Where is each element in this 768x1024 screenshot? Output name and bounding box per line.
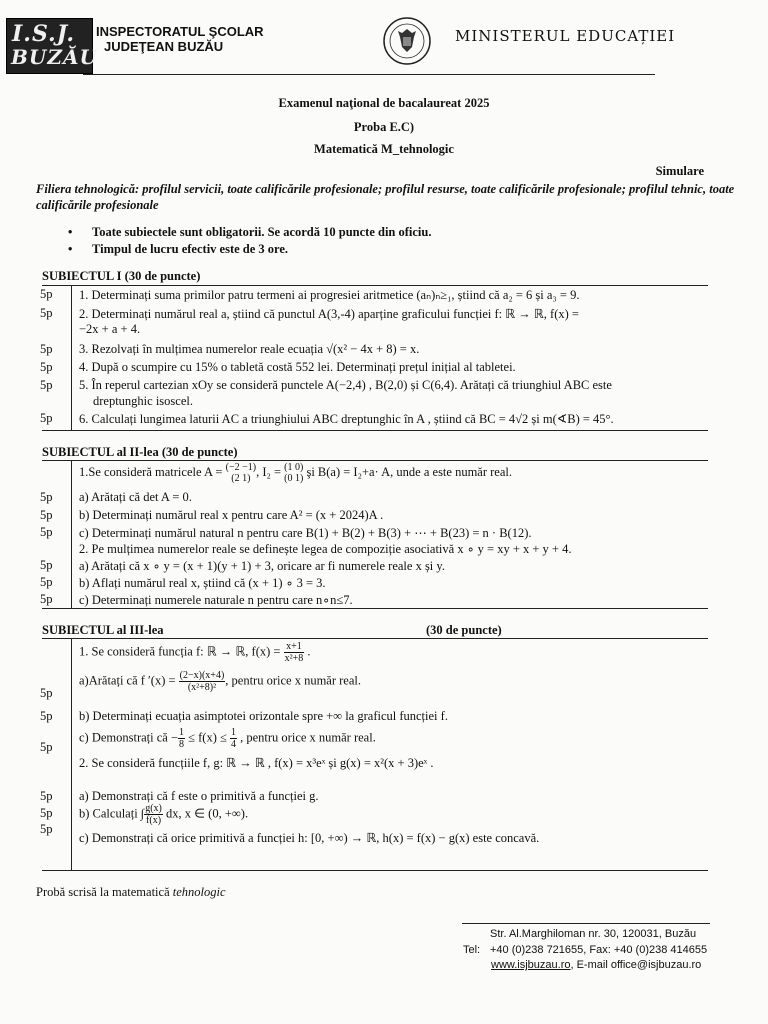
rules-list <box>68 224 431 258</box>
matrix-a: (−2 −1) (2 1) <box>225 462 257 484</box>
subject3-bottom-rule <box>42 870 708 871</box>
subject2-column-rule <box>71 460 72 608</box>
footer-contact: www.isjbuzau.ro, E-mail office@isjbuzau.ro <box>491 959 702 971</box>
header-divider <box>83 74 655 75</box>
subject2-item-2a: a) Arătați că x ∘ y = (x + 1)(y + 1) + 3, oricare ar fi numerele reale x și y. <box>79 559 445 573</box>
subject3-column-rule <box>71 638 72 870</box>
subject1-top-rule <box>42 285 708 286</box>
footer-phone: +40 (0)238 721655, Fax: +40 (0)238 414655 <box>490 944 708 956</box>
subject1-item-3: 3. Rezolvați în mulțimea numerelor reale ecuația √(x² − 4x + 8) = x. <box>79 342 420 356</box>
rule-item: • Timpul de lucru efectiv este de 3 ore. <box>68 241 431 258</box>
subject1-bottom-rule <box>42 430 708 431</box>
fraction: $\frac{x+1}{\text{x²+8}}$ <box>284 641 304 664</box>
footer-note: Probă scrisă la matematică tehnologic <box>36 885 226 899</box>
fraction: $\frac{1}{4}$ <box>231 727 236 750</box>
subject3-top-rule <box>42 638 708 639</box>
points-label: 5p <box>40 806 53 820</box>
subject2-item-2c: c) Determinați numerele naturale n pentru care n∘n≤7. <box>79 593 353 607</box>
subject1-column-rule <box>71 285 72 430</box>
subject3-item-1a: a)Arătați că f ′(x) = $\frac{(2-x)(x+4)}{\text{(x²+8)²}}$ , pentru orice x număr real. <box>79 670 361 693</box>
subject1-item-5-cont: dreptunghic isoscel. <box>93 394 193 408</box>
subject3-points-title: (30 de puncte) <box>426 623 502 637</box>
points-label: 5p <box>40 508 53 522</box>
footer-address: Str. Al.Marghiloman nr. 30, 120031, Buzău <box>490 928 697 940</box>
exam-proba: Proba E.C) <box>353 120 415 134</box>
subject1-item-5: 5. În reperul cartezian xOy se consideră punctele A(−2,4) , B(2,0) și C(6,4). Arătați că triunghiul ABC este <box>79 378 612 392</box>
subject2-title: SUBIECTUL al II-lea (30 de puncte) <box>42 445 238 459</box>
points-label: 5p <box>40 378 53 392</box>
subject2-item-1b: b) Determinați numărul real x pentru care A² = (x + 2024)A . <box>79 508 384 522</box>
subject3-item-2b: b) Calculați ∫ $\frac{g(x)}{f(x)}$ dx, x ∈ (0, +∞). <box>79 803 249 826</box>
points-label: 5p <box>40 558 53 572</box>
points-label: 5p <box>40 686 53 700</box>
points-label: 5p <box>40 592 53 606</box>
subject2-bottom-rule <box>42 608 708 609</box>
romania-coat-of-arms-icon <box>382 16 432 66</box>
rule-item: • Toate subiectele sunt obligatorii. Se acordă 10 puncte din oficiu. <box>68 224 431 241</box>
subject1-title: SUBIECTUL I (30 de puncte) <box>42 269 201 283</box>
subject2-item-1c: c) Determinați numărul natural n pentru care B(1) + B(2) + B(3) + ⋯ + B(23) = n · B(12). <box>79 526 532 540</box>
points-label: 5p <box>40 411 53 425</box>
filiera-text: Filiera tehnologică: profilul servicii, toate calificările profesionale; profilul resurse, toate calificările profesionale; profilul tehnic, toate calificările profesionale <box>36 182 735 212</box>
exam-title: Examenul naţional de bacalaureat 2025 <box>278 96 490 110</box>
simulare-label: Simulare <box>655 164 704 178</box>
points-label: 5p <box>40 342 53 356</box>
subject2-intro-1: 1.Se consideră matricele A = (−2 −1) (2 1) , I₂ = (1 0) (0 1) şi B(a) = I₂+a· A, unde a este număr real. <box>79 462 512 484</box>
isj-logo: I.S.J. BUZĂU <box>6 18 93 74</box>
points-label: 5p <box>40 575 53 589</box>
fraction: $\frac{1}{8}$ <box>179 727 185 750</box>
subject2-item-2b: b) Aflați numărul real x, știind că (x + 1) ∘ 3 = 3. <box>79 576 326 590</box>
subject1-item-2: 2. Determinați numărul real a, știind că punctul A(3,-4) aparține graficului funcției f: ℝ → ℝ, f(x) = <box>79 307 579 321</box>
fraction: $\frac{g(x)}{f(x)}$ <box>145 803 162 826</box>
inspectorat-name: INSPECTORATUL ŞCOLAR JUDEŢEAN BUZĂU <box>96 24 264 54</box>
subject1-item-1: 1. Determinați suma primilor patru termeni ai progresiei aritmetice (aₙ)ₙ≥₁, știind că a₂ = 6 și a₃ = 9. <box>79 288 580 302</box>
fraction: $\frac{(2-x)(x+4)}{\text{(x²+8)²}}$ <box>179 670 225 693</box>
subject3-item-1c: c) Demonstrați că − $\frac{1}{8}$ ≤ f(x) ≤ $\frac{1}{4}$ , pentru orice x număr real. <box>79 727 376 750</box>
matrix-i2: (1 0) (0 1) <box>284 462 304 484</box>
subject3-intro-1: 1. Se consideră funcția f: ℝ → ℝ, f(x) = $\frac{x+1}{\text{x²+8}}$ . <box>79 641 311 664</box>
subject1-item-4: 4. După o scumpire cu 15% o tabletă costă 552 lei. Determinați prețul inițial al tabletei. <box>79 360 516 374</box>
subject2-intro-2: 2. Pe mulțimea numerelor reale se definește legea de compoziție asociativă x ∘ y = xy + x + y + 4. <box>79 542 572 556</box>
footer-tel-label: Tel: <box>463 944 481 956</box>
points-label: 5p <box>40 709 53 723</box>
footer-divider <box>462 923 710 924</box>
subject3-item-2c: c) Demonstrați că orice primitivă a funcției h: [0, +∞) → ℝ, h(x) = f(x) − g(x) este concavă. <box>79 831 540 845</box>
subject3-title: SUBIECTUL al III-lea <box>42 623 164 637</box>
subject2-item-1a: a) Arătați că det A = 0. <box>79 490 192 504</box>
subject1-item-2-cont: −2x + a + 4. <box>79 322 141 336</box>
points-label: 5p <box>40 789 53 803</box>
subject2-top-rule <box>42 460 708 461</box>
subject1-item-6: 6. Calculați lungimea laturii AC a triunghiului ABC dreptunghic în A , știind că BC = 4√2 și m(∢B) = 45°. <box>79 412 614 426</box>
points-label: 5p <box>40 822 53 836</box>
points-label: 5p <box>40 490 53 504</box>
ministry-name: MINISTERUL EDUCAȚIEI <box>455 27 676 45</box>
subject3-item-1b: b) Determinați ecuația asimptotei orizontale spre +∞ la graficul funcției f. <box>79 709 448 723</box>
points-label: 5p <box>40 525 53 539</box>
website-link[interactable]: www.isjbuzau.ro <box>491 959 571 971</box>
points-label: 5p <box>40 740 53 754</box>
subject3-item-2a: a) Demonstrați că f este o primitivă a funcției g. <box>79 789 319 803</box>
exam-subject: Matematică M_tehnologic <box>314 142 454 156</box>
points-label: 5p <box>40 287 53 301</box>
points-label: 5p <box>40 306 53 320</box>
subject3-intro-2: 2. Se consideră funcțiile f, g: ℝ → ℝ , f(x) = x³eˣ și g(x) = x²(x + 3)eˣ . <box>79 756 434 770</box>
points-label: 5p <box>40 360 53 374</box>
